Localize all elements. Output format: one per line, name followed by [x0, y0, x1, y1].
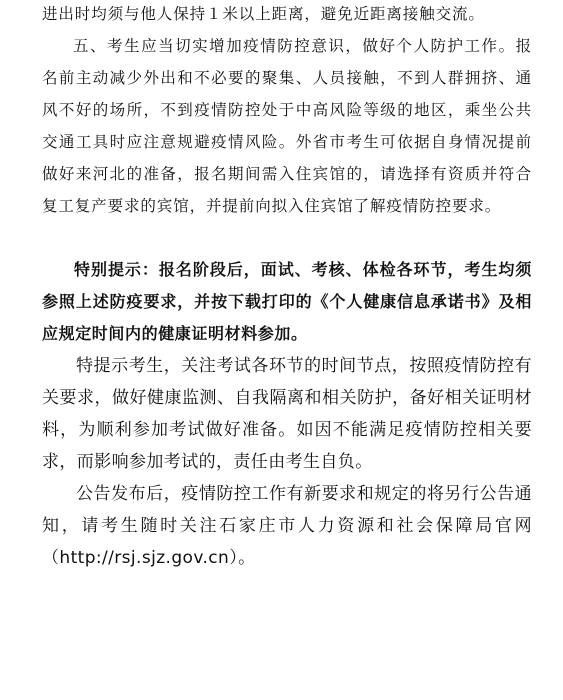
paragraph-candidate-reminder: 特提示考生，关注考试各环节的时间节点，按照疫情防控有关要求，做好健康监测、自我隔离和相关防护，备好相关证明材料，为顺利参加考试做好准备。如因不能满足疫情防控相关要求，而影响参加考试的，责任由考生自负。 [42, 356, 532, 472]
paragraph-distance-rule: 进出时均须与他人保持１米以上距离，避免近距离接触交流。 [42, 5, 485, 23]
paragraph-item-five: 五、考生应当切实增加疫情防控意识，做好个人防护工作。报名前主动减少外出和不必要的聚集、人员接触，不到人群拥挤、通风不好的场所，不到疫情防控处于中高风险等级的地区，乘坐公共交通工具时应注意规避疫情风险。外省市考生可依据自身情况提前做好来河北的准备，报名期间需入住宾馆的，请选择有资质并符合复工复产要求的宾馆，并提前向拟入住宾馆了解疫情防控要求。 [42, 37, 532, 215]
paragraph-announcement-note: 公告发布后，疫情防控工作有新要求和规定的将另行公告通知，请考生随时关注石家庄市人力资源和社会保障局官网（http://rsj.sjz.gov.cn）。 [42, 484, 532, 568]
paragraph-special-notice: 特别提示：报名阶段后，面试、考核、体检各环节，考生均须参照上述防疫要求，并按下载打印的《个人健康信息承诺书》及相应规定时间内的健康证明材料参加。 [42, 260, 532, 343]
